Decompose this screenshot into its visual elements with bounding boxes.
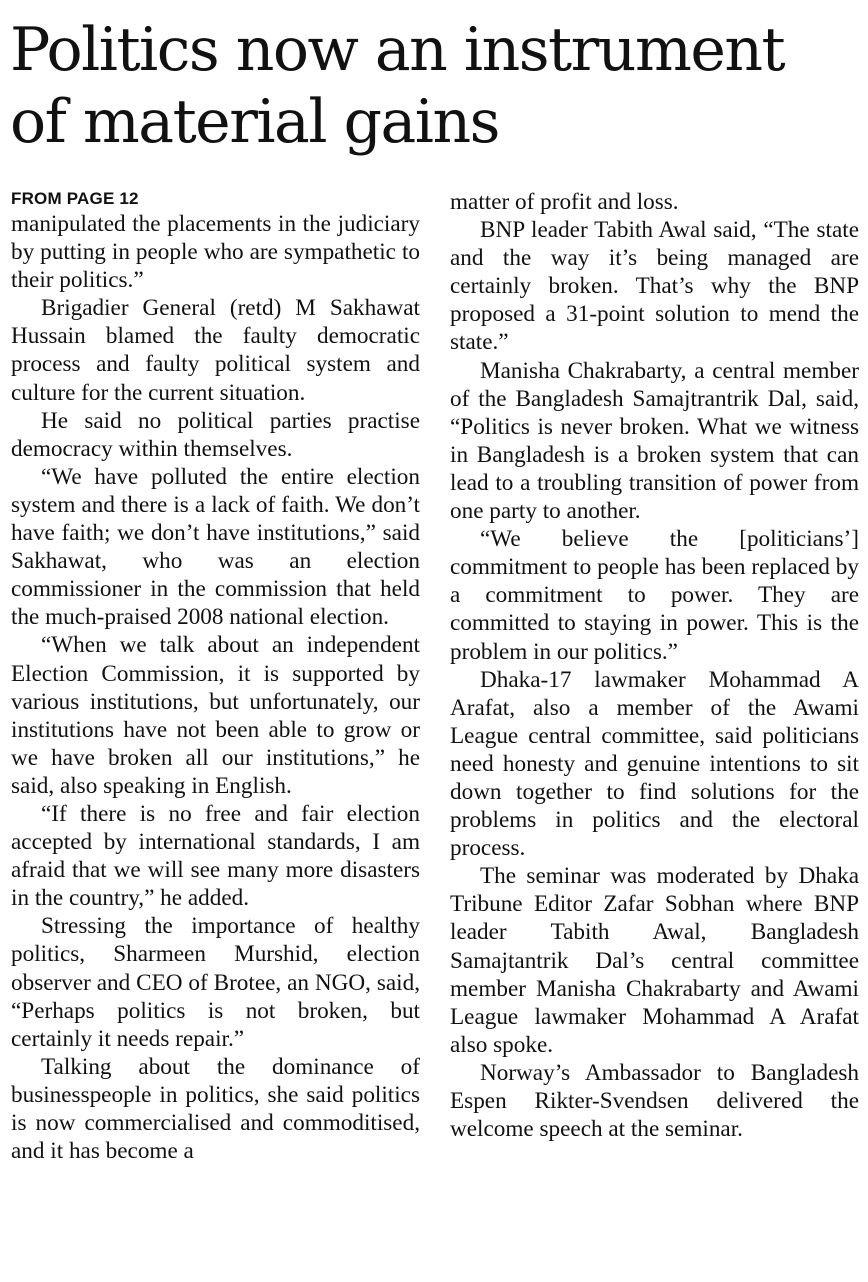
- paragraph: Norway’s Ambassador to Bangladesh Espen Rikter-Svendsen delivered the welcome speech at the seminar.: [450, 1059, 859, 1143]
- paragraph: Brigadier General (retd) M Sakhawat Hussain blamed the faulty democratic process and faulty political system and culture for the current situation.: [11, 295, 420, 406]
- paragraph: “We believe the [politicians’] commitment to people has been replaced by a commitment to power. They are committed to staying in power. This is the problem in our politics.”: [450, 526, 859, 665]
- headline-line-2: of material gains: [10, 87, 499, 157]
- paragraph: The seminar was moderated by Dhaka Tribune Editor Zafar Sobhan where BNP leader Tabith Awal, Bangladesh Samajtantrik Dal’s central committee member Manisha Chakrabarty and Awami League lawmaker Mohammad A Arafat also spoke.: [450, 863, 859, 1058]
- paragraph: “We have polluted the entire election system and there is a lack of faith. We don’t have faith; we don’t have institutions,” said Sakhawat, who was an election commissioner in the commission that held the much-praised 2008 national election.: [11, 463, 420, 631]
- article-body: [11, 188, 859, 1165]
- paragraph: manipulated the placements in the judiciary by putting in people who are sympathetic to their politics.”: [11, 211, 420, 294]
- paragraph: Stressing the importance of healthy politics, Sharmeen Murshid, election observer and CEO of Brotee, an NGO, said, “Perhaps politics is not broken, but certainly it needs repair.”: [11, 913, 420, 1052]
- paragraph: Manisha Chakrabarty, a central member of the Bangladesh Samajtrantrik Dal, said, “Politics is never broken. What we witness in Bangladesh is a broken system that can lead to a troubling transition of power from one party to another.: [450, 357, 859, 525]
- headline-line-1: Politics now an instrument: [10, 15, 785, 85]
- column-right: [450, 188, 859, 1165]
- paragraph: “When we talk about an independent Election Commission, it is supported by various institutions, but unfortunately, our institutions have not been able to grow or we have broken all our institutions,” he said, also speaking in English.: [11, 632, 420, 799]
- column-left: [11, 188, 420, 1165]
- paragraph: BNP leader Tabith Awal said, “The state and the way it’s being managed are certainly broken. That’s why the BNP proposed a 31-point solution to mend the state.”: [450, 217, 859, 356]
- continuation-kicker: FROM PAGE 12: [11, 189, 139, 208]
- paragraph: matter of profit and loss.: [450, 189, 679, 215]
- headline: [10, 14, 860, 158]
- paragraph: Dhaka-17 lawmaker Mohammad A Arafat, also a member of the Awami League central committee, said politicians need honesty and genuine intentions to sit down together to find solutions for the problems in politics and the electoral process.: [450, 666, 859, 862]
- paragraph: He said no political parties practise democracy within themselves.: [11, 407, 420, 462]
- paragraph: Talking about the dominance of businesspeople in politics, she said politics is now commercialised and commoditised, and it has become a: [11, 1053, 420, 1165]
- paragraph: “If there is no free and fair election accepted by international standards, I am afraid that we will see many more disasters in the country,” he added.: [11, 800, 420, 912]
